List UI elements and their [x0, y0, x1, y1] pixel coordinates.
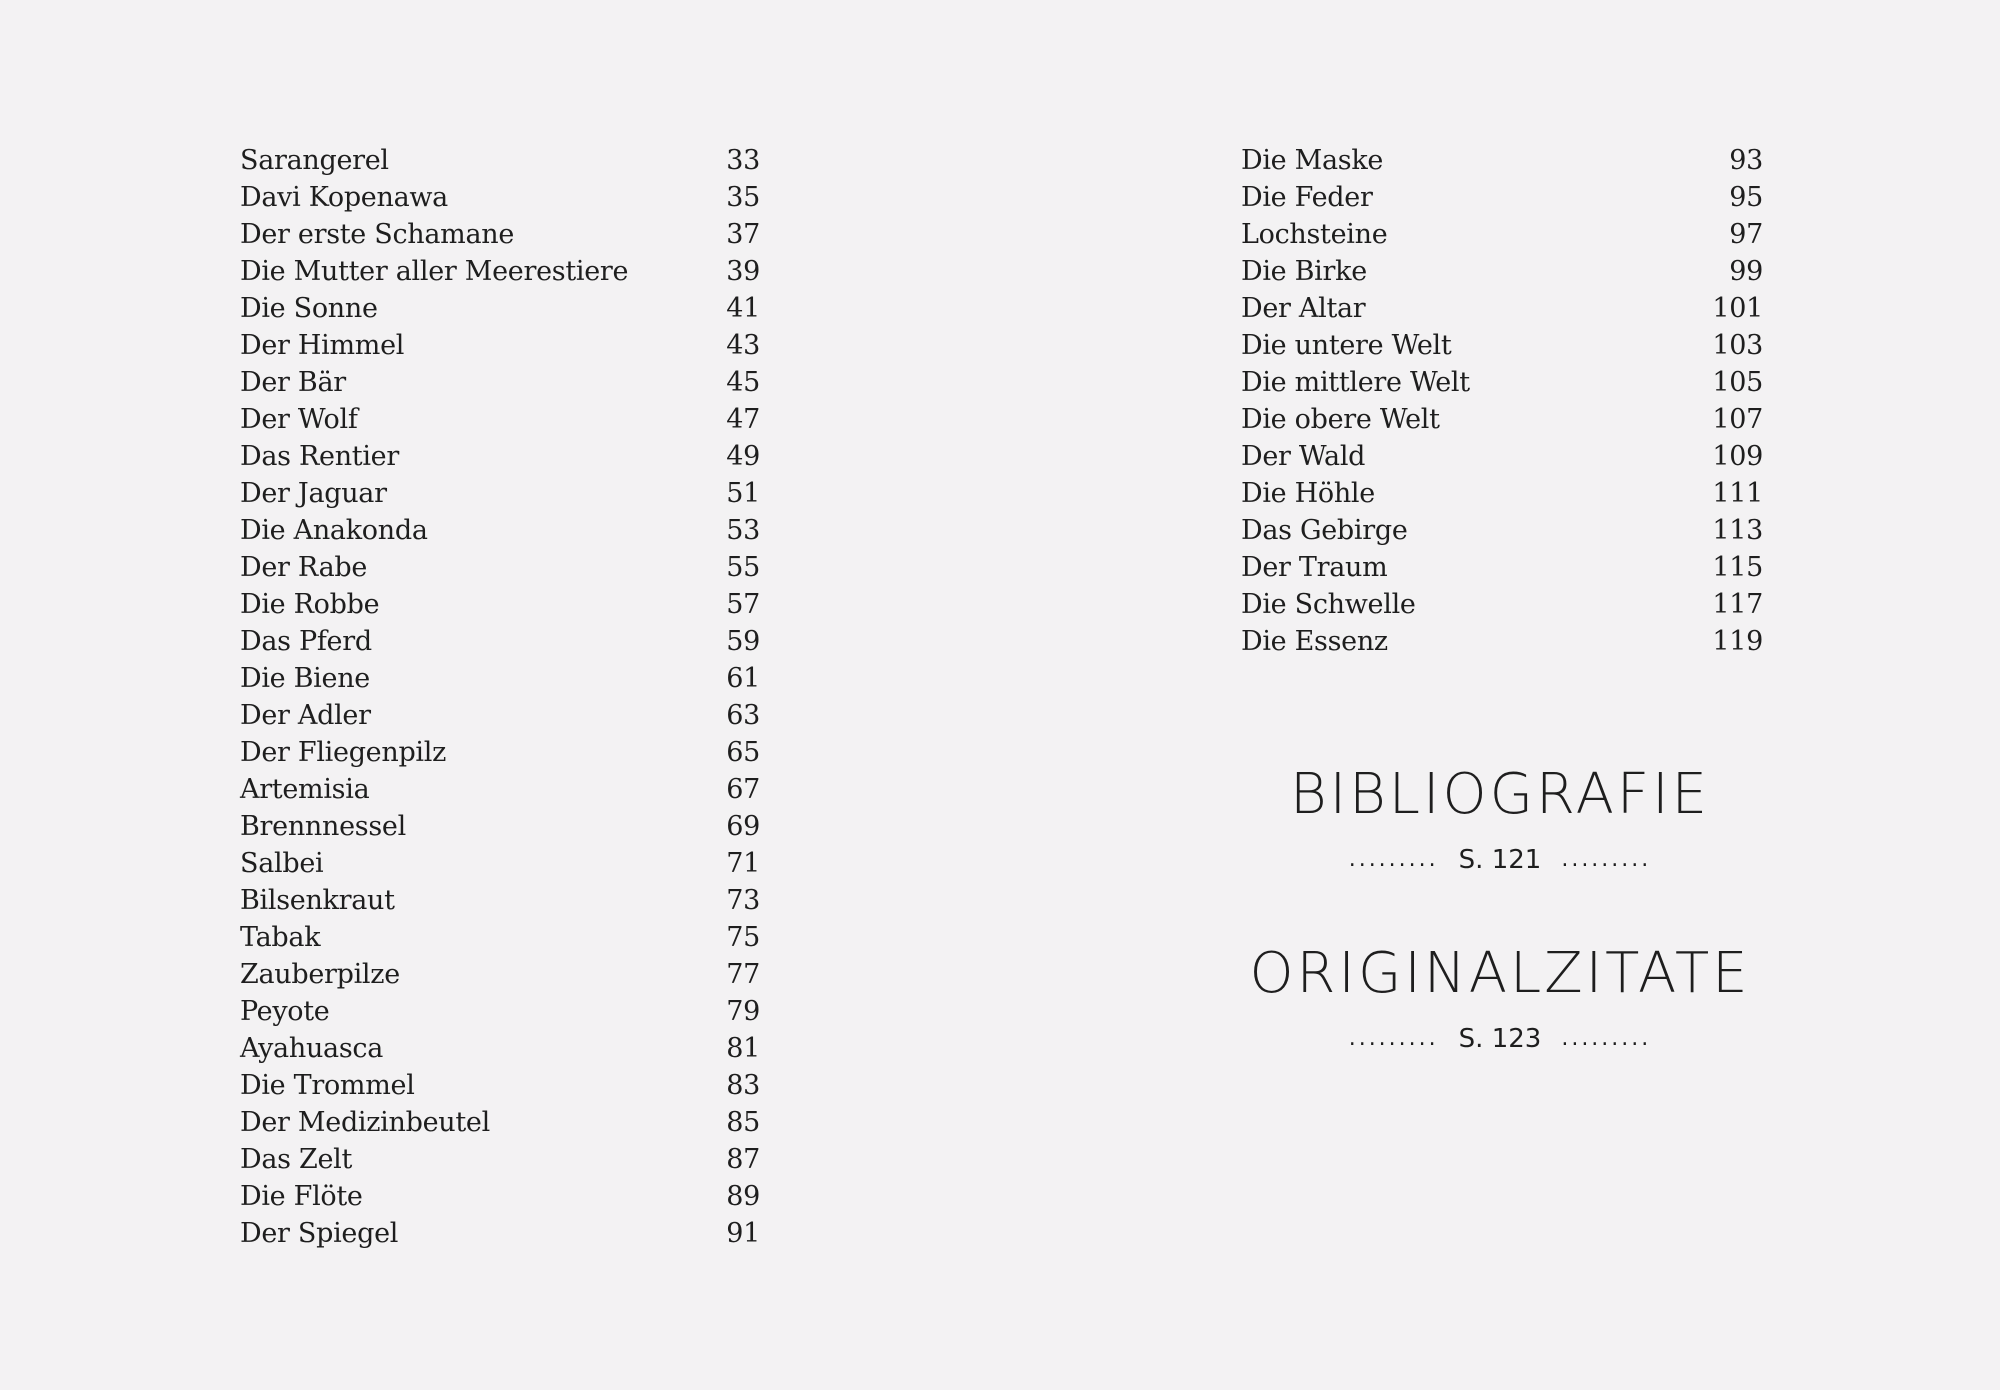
toc-entry: [240, 993, 760, 1030]
toc-entry-page: 61: [726, 663, 760, 694]
toc-entry: [240, 475, 760, 512]
toc-entry-title: Bilsenkraut: [240, 885, 395, 916]
toc-entry-page: 85: [726, 1107, 760, 1138]
toc-entry-page: 117: [1712, 589, 1763, 620]
toc-entry: [240, 1215, 760, 1252]
toc-entry-title: Der Wald: [1241, 441, 1366, 472]
toc-entry-title: Der erste Schamane: [240, 219, 515, 250]
toc-entry: [240, 882, 760, 919]
toc-list-left: [240, 142, 760, 1252]
toc-entry: [1241, 438, 1763, 475]
toc-entry: [1241, 549, 1763, 586]
toc-entry-title: Der Traum: [1241, 552, 1388, 583]
toc-entry: [240, 1104, 760, 1141]
dot-leader-right: .........: [1561, 1026, 1652, 1051]
toc-entry: [240, 364, 760, 401]
toc-entry-page: 79: [726, 996, 760, 1027]
original-quotes-page-ref: [1240, 1024, 1760, 1054]
toc-entry-page: 97: [1729, 219, 1763, 250]
toc-entry: [240, 771, 760, 808]
toc-entry-title: Die Trommel: [240, 1070, 415, 1101]
toc-entry: [1241, 327, 1763, 364]
toc-entry-title: Davi Kopenawa: [240, 182, 448, 213]
bibliography-page-number: S. 121: [1458, 845, 1542, 875]
toc-entry-page: 119: [1712, 626, 1763, 657]
toc-entry-page: 57: [726, 589, 760, 620]
original-quotes-section: [1240, 942, 1760, 1054]
toc-entry-title: Die Sonne: [240, 293, 378, 324]
toc-entry-page: 53: [726, 515, 760, 546]
toc-entry: [1241, 586, 1763, 623]
toc-entry: [1241, 364, 1763, 401]
toc-entry-title: Das Zelt: [240, 1144, 353, 1175]
toc-entry-page: 35: [726, 182, 760, 213]
toc-entry: [240, 401, 760, 438]
toc-entry-title: Die Biene: [240, 663, 370, 694]
bibliography-section: [1240, 763, 1760, 875]
toc-entry-page: 81: [726, 1033, 760, 1064]
toc-entry-page: 63: [726, 700, 760, 731]
dot-leader-right: .........: [1561, 847, 1652, 872]
toc-entry-title: Der Adler: [240, 700, 371, 731]
toc-entry: [1241, 475, 1763, 512]
toc-entry: [1241, 623, 1763, 660]
toc-entry: [240, 1067, 760, 1104]
toc-entry: [240, 1030, 760, 1067]
toc-entry: [1241, 512, 1763, 549]
original-quotes-page-number: S. 123: [1458, 1024, 1542, 1054]
toc-entry-page: 89: [726, 1181, 760, 1212]
toc-entry-title: Die Feder: [1241, 182, 1373, 213]
toc-entry-page: 115: [1712, 552, 1763, 583]
toc-entry-page: 75: [726, 922, 760, 953]
bibliography-heading: BIBLIOGRAFIE: [1289, 762, 1711, 827]
toc-entry-page: 37: [726, 219, 760, 250]
toc-entry-title: Der Medizinbeutel: [240, 1107, 490, 1138]
toc-entry-title: Das Gebirge: [1241, 515, 1408, 546]
toc-entry-page: 71: [726, 848, 760, 879]
toc-entry-title: Tabak: [240, 922, 321, 953]
toc-entry: [240, 290, 760, 327]
toc-entry-title: Die Anakonda: [240, 515, 428, 546]
toc-entry: [240, 253, 760, 290]
dot-leader-left: .........: [1348, 847, 1439, 872]
toc-entry-page: 65: [726, 737, 760, 768]
toc-entry-title: Zauberpilze: [240, 959, 400, 990]
toc-entry-title: Das Pferd: [240, 626, 372, 657]
toc-entry-title: Salbei: [240, 848, 324, 879]
toc-entry-page: 77: [726, 959, 760, 990]
toc-entry: [1241, 142, 1763, 179]
toc-entry-page: 103: [1712, 330, 1763, 361]
toc-entry-page: 99: [1729, 256, 1763, 287]
toc-entry-title: Die Maske: [1241, 145, 1384, 176]
toc-entry-page: 45: [726, 367, 760, 398]
toc-entry-title: Die untere Welt: [1241, 330, 1452, 361]
toc-entry-title: Die Schwelle: [1241, 589, 1416, 620]
toc-entry: [240, 734, 760, 771]
toc-entry: [240, 1178, 760, 1215]
toc-entry-title: Der Altar: [1241, 293, 1366, 324]
toc-entry: [240, 216, 760, 253]
toc-entry-page: 113: [1712, 515, 1763, 546]
toc-entry-title: Der Fliegenpilz: [240, 737, 447, 768]
toc-entry-page: 73: [726, 885, 760, 916]
toc-entry: [240, 438, 760, 475]
toc-entry-page: 91: [726, 1218, 760, 1249]
toc-entry: [240, 142, 760, 179]
toc-entry: [240, 623, 760, 660]
toc-entry: [240, 549, 760, 586]
toc-entry: [240, 586, 760, 623]
toc-entry: [240, 327, 760, 364]
toc-entry-title: Brennnessel: [240, 811, 406, 842]
toc-entry: [1241, 401, 1763, 438]
toc-entry: [240, 697, 760, 734]
toc-entry: [240, 808, 760, 845]
toc-entry-title: Peyote: [240, 996, 330, 1027]
original-quotes-heading: ORIGINALZITATE: [1249, 941, 1751, 1006]
toc-entry-title: Die Höhle: [1241, 478, 1375, 509]
toc-entry-page: 109: [1712, 441, 1763, 472]
toc-entry-page: 49: [726, 441, 760, 472]
toc-entry: [240, 660, 760, 697]
toc-entry: [1241, 290, 1763, 327]
toc-entry: [240, 919, 760, 956]
toc-entry-title: Der Wolf: [240, 404, 358, 435]
toc-entry: [240, 512, 760, 549]
toc-entry-page: 111: [1712, 478, 1763, 509]
toc-entry-page: 105: [1712, 367, 1763, 398]
toc-entry-page: 47: [726, 404, 760, 435]
toc-entry-page: 87: [726, 1144, 760, 1175]
toc-entry-title: Die Essenz: [1241, 626, 1388, 657]
toc-entry-page: 67: [726, 774, 760, 805]
toc-entry-page: 51: [726, 478, 760, 509]
toc-list-right: [1241, 142, 1763, 660]
toc-entry-title: Der Spiegel: [240, 1218, 399, 1249]
toc-entry: [1241, 253, 1763, 290]
bibliography-page-ref: [1240, 845, 1760, 875]
toc-entry-title: Das Rentier: [240, 441, 399, 472]
toc-entry-title: Die Mutter aller Meerestiere: [240, 256, 629, 287]
toc-entry-title: Die Flöte: [240, 1181, 363, 1212]
toc-entry-title: Die obere Welt: [1241, 404, 1440, 435]
toc-entry-title: Der Bär: [240, 367, 346, 398]
toc-entry-title: Der Himmel: [240, 330, 405, 361]
dot-leader-left: .........: [1348, 1026, 1439, 1051]
toc-entry-page: 95: [1729, 182, 1763, 213]
toc-entry: [240, 956, 760, 993]
toc-entry-title: Die Robbe: [240, 589, 380, 620]
toc-entry-page: 43: [726, 330, 760, 361]
toc-entry-title: Der Rabe: [240, 552, 368, 583]
toc-entry: [1241, 216, 1763, 253]
toc-entry: [1241, 179, 1763, 216]
toc-entry-title: Der Jaguar: [240, 478, 387, 509]
toc-entry-page: 55: [726, 552, 760, 583]
toc-entry-page: 69: [726, 811, 760, 842]
toc-entry-title: Die Birke: [1241, 256, 1367, 287]
toc-entry-title: Sarangerel: [240, 145, 389, 176]
toc-entry-title: Ayahuasca: [240, 1033, 384, 1064]
toc-entry-page: 93: [1729, 145, 1763, 176]
toc-entry-page: 83: [726, 1070, 760, 1101]
toc-entry-page: 101: [1712, 293, 1763, 324]
toc-entry-page: 33: [726, 145, 760, 176]
toc-entry-page: 107: [1712, 404, 1763, 435]
toc-entry-title: Die mittlere Welt: [1241, 367, 1470, 398]
toc-entry: [240, 845, 760, 882]
toc-entry-page: 39: [726, 256, 760, 287]
toc-entry: [240, 179, 760, 216]
toc-entry-page: 41: [726, 293, 760, 324]
toc-entry-title: Artemisia: [240, 774, 370, 805]
toc-entry-title: Lochsteine: [1241, 219, 1388, 250]
toc-entry-page: 59: [726, 626, 760, 657]
toc-entry: [240, 1141, 760, 1178]
